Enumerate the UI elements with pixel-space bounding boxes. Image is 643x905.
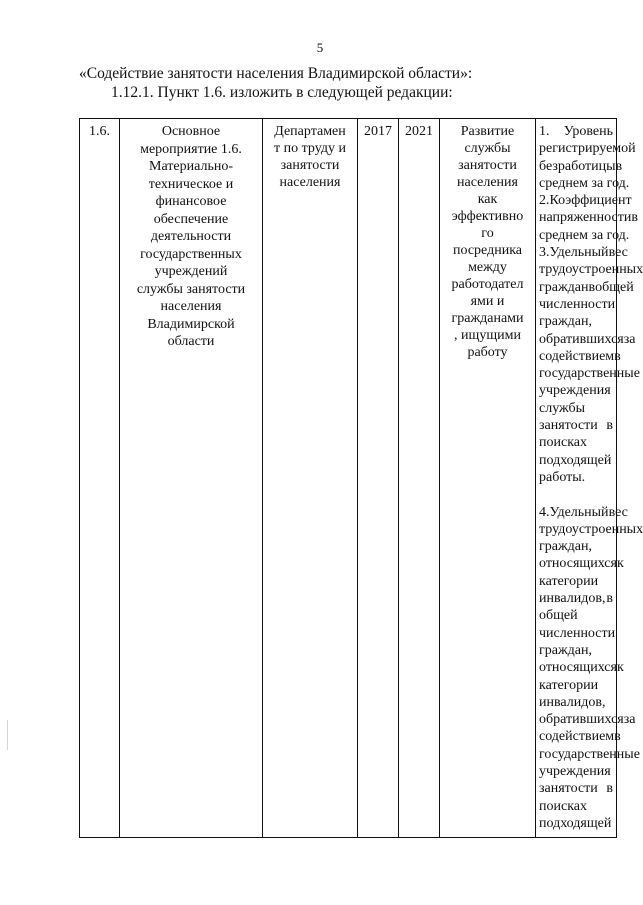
expected-result-line: эффективно	[451, 209, 524, 224]
measure-name-line: службы занятости	[136, 281, 246, 297]
expected-result-cell	[440, 119, 536, 838]
indicator-line	[539, 348, 621, 365]
expected-result-line: гражданами	[451, 311, 524, 326]
measure-name-cell	[120, 119, 263, 838]
indicator-line: категории	[539, 573, 599, 589]
amendment-instruction: 1.12.1. Пункт 1.6. изложить в следующей редакции:	[111, 84, 453, 101]
end-year: 2021	[405, 124, 433, 139]
measure-name-line: деятельности	[150, 229, 232, 244]
start-year-cell	[358, 119, 399, 838]
indicator-text: 3.	[539, 245, 550, 261]
executor-line: Департамен	[274, 124, 346, 139]
expected-result-line: , ищущими	[454, 328, 521, 343]
indicator-text: обратившихся	[539, 712, 624, 728]
indicator-text: в	[614, 348, 621, 364]
expected-result-line: между	[468, 260, 507, 275]
expected-result-line: го	[481, 226, 494, 241]
indicator-line: общей	[539, 608, 578, 624]
indicator-text: напряженности	[539, 210, 632, 226]
end-year-cell	[399, 119, 440, 838]
indicator-line: граждан,	[539, 642, 592, 658]
measure-name-line: учреждений	[154, 264, 228, 279]
indicator-text: в	[606, 591, 613, 607]
indicator-3	[539, 244, 643, 486]
indicator-line	[539, 590, 613, 607]
expected-result-line: как	[477, 192, 498, 207]
indicator-text: Удельный	[549, 245, 609, 261]
indicator-line: среднем за год.	[539, 175, 630, 191]
indicator-text: безработицы	[539, 158, 616, 174]
expected-result-line: посредника	[453, 243, 522, 258]
indicator-line: службы	[539, 400, 586, 416]
indicator-line: трудоустроенных	[539, 262, 643, 278]
expected-result-line: Развитие	[460, 124, 515, 139]
executor-line: населения	[279, 175, 341, 190]
expected-result-line: работодател	[451, 277, 524, 292]
expected-result-line: занятости	[458, 158, 517, 173]
measure-name-line: Материально-	[149, 159, 233, 174]
indicator-line	[539, 555, 624, 572]
indicator-text: за	[623, 331, 636, 347]
program-title: «Содействие занятости населения Владимирской области»:	[79, 65, 473, 82]
executor-cell	[263, 119, 358, 838]
indicator-line	[539, 123, 613, 140]
indicator-line	[539, 728, 621, 745]
measure-name-line: Владимирской	[147, 316, 235, 332]
indicator-line: поисках	[539, 435, 588, 451]
indicator-text: инвалидов,	[539, 591, 606, 607]
item-number: 1.6.	[89, 124, 110, 139]
indicator-text: Удельный	[549, 504, 609, 520]
indicator-text: относящихся	[539, 660, 617, 676]
indicator-line: среднем за год.	[539, 227, 630, 243]
indicator-1	[539, 123, 636, 192]
indicator-2	[539, 192, 638, 244]
scan-artifact	[7, 720, 8, 750]
indicator-line: поисках	[539, 798, 588, 814]
indicator-text: граждан	[539, 279, 589, 295]
indicator-text: 4.	[539, 504, 550, 520]
table-row	[80, 119, 617, 838]
indicator-text: Уровень	[563, 124, 613, 139]
indicator-text: содействием	[539, 729, 615, 745]
indicator-text: 1.	[539, 124, 550, 139]
measure-name-line: финансовое	[155, 194, 227, 209]
indicator-text: общей	[595, 279, 634, 295]
expected-result-line: населения	[457, 175, 518, 190]
indicator-line: подходящей	[539, 452, 612, 468]
indicator-line: государственные	[539, 366, 640, 382]
page-number: 5	[316, 40, 324, 55]
indicator-text: к	[616, 660, 624, 676]
item-number-cell	[80, 119, 120, 838]
measure-name-line: обеспечение	[153, 211, 229, 227]
blank-line	[539, 486, 613, 503]
expected-result-line: ями и	[470, 294, 505, 309]
indicator-line	[539, 192, 632, 209]
measure-name-line: мероприятие 1.6.	[140, 141, 242, 157]
indicator-text: содействием	[539, 348, 615, 364]
indicator-text: вес	[608, 245, 628, 261]
start-year: 2017	[364, 124, 392, 139]
indicator-line	[539, 244, 628, 261]
indicator-line	[539, 711, 636, 728]
indicator-text: занятости	[539, 781, 598, 797]
indicator-line: работы.	[539, 469, 586, 485]
indicator-text: Коэффициент	[549, 193, 632, 209]
indicator-line: трудоустроенных	[539, 521, 643, 537]
indicator-text: в	[588, 279, 596, 295]
indicator-line	[539, 417, 613, 434]
measure-name-line: населения	[160, 299, 222, 314]
indicator-line: категории	[539, 677, 599, 693]
indicator-line	[539, 331, 636, 348]
indicator-line	[539, 504, 628, 521]
indicator-line: инвалидов,	[539, 694, 606, 710]
indicator-line	[539, 209, 638, 226]
expected-result-line: службы	[464, 141, 511, 156]
measures-table	[79, 118, 643, 838]
executor-line: т по труду и	[274, 141, 346, 156]
indicator-line: учреждения	[539, 383, 611, 399]
indicator-line: численности	[539, 625, 616, 641]
indicator-line: граждан,	[539, 539, 592, 555]
measure-name-line: государственных	[140, 246, 242, 262]
indicator-text: в	[615, 158, 623, 174]
indicator-text: относящихся	[539, 556, 617, 572]
indicator-line: подходящей	[539, 815, 612, 831]
indicator-text: к	[616, 556, 624, 572]
indicators-cell	[536, 119, 643, 838]
indicator-line: численности	[539, 296, 616, 312]
indicator-line: государственные	[539, 746, 640, 762]
indicator-text: обратившихся	[539, 331, 624, 347]
indicator-text: за	[623, 712, 636, 728]
expected-result-line: работу	[467, 345, 508, 360]
indicator-text: в	[606, 781, 613, 797]
indicator-line	[539, 279, 634, 296]
indicator-text: в	[631, 210, 638, 226]
indicator-line	[539, 659, 624, 676]
indicator-text: занятости	[539, 418, 598, 434]
indicator-text: в	[606, 418, 613, 434]
indicator-4	[539, 504, 643, 833]
executor-line: занятости	[280, 158, 340, 173]
measure-name-line: техническое и	[148, 176, 234, 192]
indicator-text: в	[614, 729, 621, 745]
indicator-line: граждан,	[539, 314, 592, 330]
indicator-line: учреждения	[539, 763, 611, 779]
indicator-line: регистрируемой	[539, 141, 636, 157]
measure-name-line: Основное	[161, 124, 221, 139]
indicator-line	[539, 780, 613, 797]
indicator-text: 2.	[539, 193, 550, 209]
indicator-text: вес	[608, 504, 628, 520]
indicator-line	[539, 158, 623, 175]
measure-name-line: области	[167, 334, 215, 349]
